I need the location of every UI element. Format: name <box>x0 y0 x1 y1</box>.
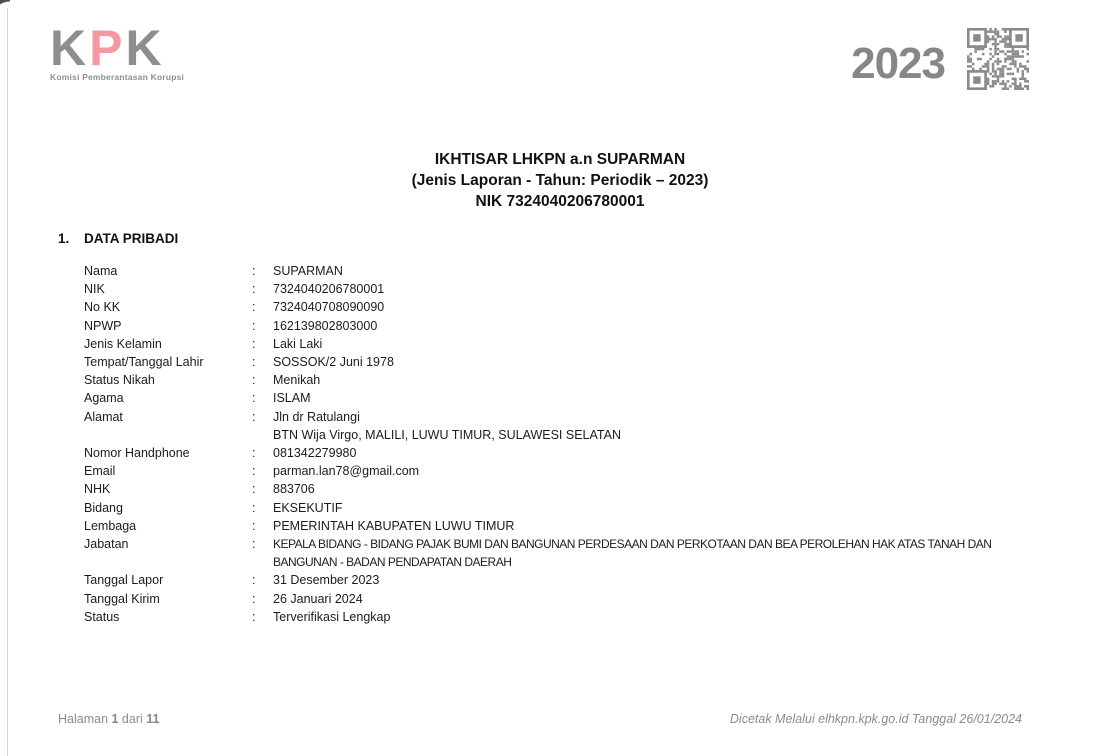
field-label: Jenis Kelamin <box>84 336 162 351</box>
field-label: Tempat/Tanggal Lahir <box>84 355 204 370</box>
data-row <box>84 298 1065 316</box>
field-separator: : <box>252 500 256 515</box>
section-number: 1. <box>58 231 70 246</box>
field-value-line: Jln dr Ratulangi <box>273 409 360 424</box>
data-row <box>84 262 1065 280</box>
field-label: Tanggal Kirim <box>84 591 160 606</box>
field-value <box>273 535 1065 571</box>
field-separator: : <box>252 464 256 479</box>
field-label: NPWP <box>84 318 122 333</box>
field-label: NHK <box>84 482 111 497</box>
kpk-logo <box>50 20 185 82</box>
field-value: SOSSOK/2 Juni 1978 <box>273 355 394 370</box>
field-separator: : <box>252 609 256 624</box>
field-value: 31 Desember 2023 <box>273 573 380 588</box>
field-value: 162139802803000 <box>273 318 378 333</box>
data-row <box>84 608 1065 626</box>
field-separator: : <box>252 373 256 388</box>
data-row <box>84 517 1065 535</box>
field-value: 081342279980 <box>273 446 357 461</box>
kpk-logo-letter: K <box>50 20 90 76</box>
field-value: 7324040708090090 <box>273 300 385 315</box>
page-footer <box>58 712 1022 726</box>
field-value: 7324040206780001 <box>273 282 385 297</box>
data-row <box>84 480 1065 498</box>
kpk-logo-letter: K <box>125 20 165 76</box>
field-label: Bidang <box>84 500 123 515</box>
field-label: Lembaga <box>84 518 137 533</box>
field-label: Status <box>84 609 120 624</box>
field-value-line: KEPALA BIDANG - BIDANG PAJAK BUMI DAN BANGUNAN PERDESAAN DAN PERKOTAAN DAN BEA PEROLEHAN HAK ATAS TANAH DAN <box>273 537 992 552</box>
data-row <box>84 462 1065 480</box>
field-value-line: BANGUNAN - BADAN PENDAPATAN DAERAH <box>273 555 512 570</box>
field-label: Agama <box>84 391 124 406</box>
page-number <box>58 712 159 726</box>
personal-data-table <box>84 262 1065 626</box>
field-label: Nama <box>84 264 118 278</box>
section-heading <box>58 231 178 246</box>
page-header <box>50 20 1029 90</box>
page-number-middle: dari <box>118 712 147 726</box>
print-note: Dicetak Melalui elhkpn.kpk.go.id Tanggal 26/01/2024 <box>729 712 1022 726</box>
kpk-logo-word <box>50 20 184 76</box>
field-value: PEMERINTAH KABUPATEN LUWU TIMUR <box>273 518 515 533</box>
data-row <box>84 335 1065 353</box>
field-label: Alamat <box>84 409 123 424</box>
field-separator: : <box>252 537 256 552</box>
qr-code-icon <box>967 28 1029 90</box>
section-title: DATA PRIBADI <box>84 231 179 246</box>
document-title <box>0 149 1120 212</box>
field-label: Email <box>84 464 116 479</box>
header-right <box>851 28 1029 90</box>
field-label: Tanggal Lapor <box>84 573 164 588</box>
field-separator: : <box>252 518 256 533</box>
data-row <box>84 408 1065 444</box>
field-value: 26 Januari 2024 <box>273 591 363 606</box>
field-label: No KK <box>84 300 121 315</box>
field-value: 883706 <box>273 482 315 497</box>
page-number-total: 11 <box>146 712 160 726</box>
kpk-logo-letter: P <box>89 20 126 76</box>
kpk-logo-subtitle: Komisi Pemberantasan Korupsi <box>50 72 185 82</box>
field-label: Status Nikah <box>84 373 155 388</box>
field-value: Laki Laki <box>273 336 323 351</box>
data-row <box>84 371 1065 389</box>
title-line-3: NIK 7324040206780001 <box>475 193 645 210</box>
title-line-2: (Jenis Laporan - Tahun: Periodik – 2023) <box>411 172 709 189</box>
field-separator: : <box>252 409 256 424</box>
field-separator: : <box>252 482 256 497</box>
field-value-line: BTN Wija Virgo, MALILI, LUWU TIMUR, SULAWESI SELATAN <box>273 427 621 442</box>
field-value: ISLAM <box>273 391 311 406</box>
page-number-prefix: Halaman <box>58 712 112 726</box>
field-separator: : <box>252 591 256 606</box>
page-corner-artifact <box>0 0 10 20</box>
page-number-current: 1 <box>111 712 119 726</box>
field-value <box>273 408 1065 444</box>
data-row <box>84 499 1065 517</box>
field-separator: : <box>252 336 256 351</box>
data-row <box>84 571 1065 589</box>
field-label: NIK <box>84 282 105 297</box>
field-value: EKSEKUTIF <box>273 500 343 515</box>
field-value: Menikah <box>273 373 321 388</box>
data-row <box>84 280 1065 298</box>
field-value: Terverifikasi Lengkap <box>273 609 391 624</box>
data-row <box>84 444 1065 462</box>
field-separator: : <box>252 264 256 278</box>
data-row <box>84 317 1065 335</box>
data-row <box>84 389 1065 407</box>
field-separator: : <box>252 391 256 406</box>
field-separator: : <box>252 282 256 297</box>
field-separator: : <box>252 446 256 461</box>
field-label: Jabatan <box>84 537 129 552</box>
page-edge-line <box>7 8 8 756</box>
field-value: parman.lan78@gmail.com <box>273 464 420 479</box>
field-separator: : <box>252 300 256 315</box>
data-row <box>84 590 1065 608</box>
title-line-1: IKHTISAR LHKPN a.n SUPARMAN <box>434 151 686 168</box>
data-row <box>84 353 1065 371</box>
field-separator: : <box>252 355 256 370</box>
field-label: Nomor Handphone <box>84 446 190 461</box>
report-year: 2023 <box>851 39 945 88</box>
data-row <box>84 535 1065 571</box>
field-separator: : <box>252 573 256 588</box>
field-separator: : <box>252 318 256 333</box>
field-value: SUPARMAN <box>273 264 343 278</box>
